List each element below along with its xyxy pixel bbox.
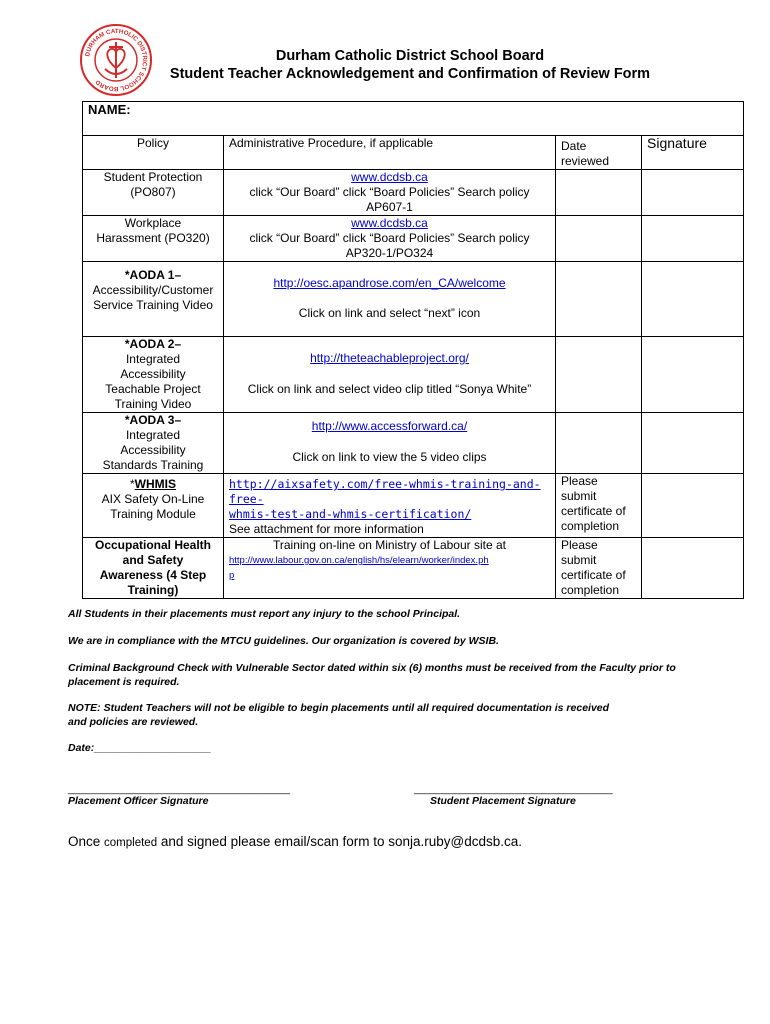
date-reviewed-cell[interactable]	[556, 170, 642, 216]
procedure-code: AP320-1/PO324	[345, 246, 434, 260]
eligibility-note	[68, 701, 738, 729]
signature-header: Signature	[642, 136, 744, 170]
mtcu-note: We are in compliance with the MTCU guidelines. Our organization is covered by WSIB.	[68, 635, 499, 647]
instruction-text: Click on link and select video clip titled “Sonya White”	[247, 382, 532, 396]
footer-text: completed	[104, 837, 158, 849]
policy-title	[88, 477, 218, 492]
school-board-logo	[78, 22, 154, 98]
date-note-line: completion	[561, 519, 620, 533]
date-note-line: submit	[561, 553, 597, 567]
signature-cell[interactable]	[642, 170, 744, 216]
document-title: Durham Catholic District School Board	[275, 48, 545, 64]
table-row	[83, 262, 744, 337]
date-reviewed-header	[556, 136, 642, 170]
note-line: placement is required.	[68, 676, 180, 688]
instruction-text: click “Our Board” click “Board Policies” Search policy	[249, 231, 530, 245]
student-signature-label: Student Placement Signature	[430, 795, 576, 807]
signature-cell[interactable]	[642, 538, 744, 599]
policy-title: *AODA 2–	[124, 337, 182, 351]
policy-cell	[83, 262, 224, 337]
labour-link[interactable]	[229, 553, 550, 583]
policy-cell	[83, 413, 224, 474]
procedure-cell	[224, 170, 556, 216]
policy-line: Training Module	[110, 507, 196, 521]
policy-cell	[83, 538, 224, 599]
name-label: NAME:	[88, 102, 131, 117]
officer-signature-label: Placement Officer Signature	[68, 795, 209, 807]
header-row	[83, 136, 744, 170]
note-line: and policies are reviewed.	[68, 716, 199, 728]
instruction-text: See attachment for more information	[229, 522, 424, 536]
date-header-line: reviewed	[561, 154, 610, 168]
note-line: Criminal Background Check with Vulnerable Sector dated within six (6) months must be received from the Faculty prior to	[68, 662, 676, 674]
procedure-header: Administrative Procedure, if applicable	[224, 136, 556, 170]
officer-signature-line[interactable]: ______________________________________	[68, 783, 290, 795]
policy-line: Service Training Video	[93, 298, 213, 312]
whmis-link[interactable]	[229, 477, 550, 522]
date-reviewed-cell[interactable]	[556, 337, 642, 413]
aoda3-link[interactable]: http://www.accessforward.ca/	[311, 419, 468, 433]
whmis-title: WHMIS	[134, 477, 176, 491]
policy-title: Training)	[127, 583, 179, 597]
date-note-line: completion	[561, 583, 620, 597]
policy-line: Integrated	[125, 352, 181, 366]
policy-header: Policy	[83, 136, 224, 170]
signature-cell[interactable]	[642, 216, 744, 262]
policy-line: Accessibility	[120, 443, 186, 457]
submission-instructions	[68, 834, 522, 849]
note-line: NOTE: Student Teachers will not be eligible to begin placements until all required documentation is received	[68, 702, 610, 714]
procedure-cell	[224, 413, 556, 474]
policy-cell	[83, 170, 224, 216]
svg-text:DURHAM CATHOLIC DISTRICT SCHOO: DURHAM CATHOLIC DISTRICT SCHOOL BOARD	[84, 27, 149, 93]
policy-cell	[83, 474, 224, 538]
date-note-line: certificate of	[561, 504, 626, 518]
date-note-line: submit	[561, 489, 597, 503]
student-signature-line[interactable]: __________________________________	[414, 783, 613, 795]
policy-title: *AODA 1–	[124, 268, 182, 282]
date-reviewed-cell[interactable]	[556, 538, 642, 599]
policy-line: Workplace	[124, 216, 182, 230]
procedure-cell	[224, 538, 556, 599]
policy-line: Training Video	[114, 397, 192, 411]
policy-line: Integrated	[125, 428, 181, 442]
instruction-text: Click on link and select “next” icon	[298, 306, 481, 320]
procedure-cell	[224, 337, 556, 413]
policy-line: AIX Safety On-Line	[101, 492, 205, 506]
injury-note: All Students in their placements must report any injury to the school Principal.	[68, 608, 461, 620]
review-table	[82, 101, 744, 599]
criminal-check-note	[68, 661, 738, 689]
date-reviewed-cell[interactable]	[556, 262, 642, 337]
signature-cell[interactable]	[642, 262, 744, 337]
name-field[interactable]	[83, 102, 744, 136]
dcdsb-link[interactable]: www.dcdsb.ca	[351, 216, 428, 230]
policy-line: (PO807)	[130, 185, 176, 199]
procedure-cell	[224, 262, 556, 337]
date-note-line: certificate of	[561, 568, 626, 582]
table-row	[83, 538, 744, 599]
date-reviewed-cell[interactable]	[556, 216, 642, 262]
date-note-line: Please	[561, 538, 598, 552]
table-row	[83, 474, 744, 538]
name-row	[83, 102, 744, 136]
date-header-line: Date	[561, 139, 587, 153]
aoda1-link[interactable]: http://oesc.apandrose.com/en_CA/welcome	[273, 276, 506, 290]
policy-line: Student Protection	[103, 170, 203, 184]
signature-cell[interactable]	[642, 337, 744, 413]
table-row	[83, 170, 744, 216]
labour-link-line: http://www.labour.gov.on.ca/english/hs/elearn/worker/index.ph	[229, 555, 489, 566]
procedure-cell	[224, 216, 556, 262]
instruction-text: Training on-line on Ministry of Labour site at	[272, 538, 506, 552]
date-reviewed-cell[interactable]	[556, 474, 642, 538]
policy-title: Awareness (4 Step	[99, 568, 207, 582]
policy-cell	[83, 337, 224, 413]
whmis-link-line: whmis-test-and-whmis-certification/	[229, 507, 472, 521]
date-field[interactable]: Date:____________________	[68, 742, 212, 754]
policy-title: and Safety	[122, 553, 184, 567]
aoda2-link[interactable]: http://theteachableproject.org/	[310, 351, 469, 365]
policy-title: Occupational Health	[94, 538, 212, 552]
policy-line: Standards Training	[102, 458, 204, 472]
policy-cell	[83, 216, 224, 262]
instruction-text: Click on link to view the 5 video clips	[292, 450, 487, 464]
policy-star: *	[130, 477, 135, 491]
policy-line: Harassment (PO320)	[96, 231, 210, 245]
table-row	[83, 216, 744, 262]
signature-cell[interactable]	[642, 413, 744, 474]
dcdsb-link[interactable]: www.dcdsb.ca	[351, 170, 428, 184]
instruction-text: click “Our Board” click “Board Policies” Search policy	[249, 185, 530, 199]
table-row	[83, 413, 744, 474]
procedure-cell	[224, 474, 556, 538]
whmis-link-line: http://aixsafety.com/free-whmis-training-and-free-	[229, 477, 541, 506]
signature-cell[interactable]	[642, 474, 744, 538]
policy-title: *AODA 3–	[124, 413, 182, 427]
policy-line: Accessibility/Customer	[92, 283, 214, 297]
footer-text: and signed please email/scan form to sonja.ruby@dcdsb.ca.	[157, 834, 522, 849]
table-row	[83, 337, 744, 413]
date-note-line: Please	[561, 474, 598, 488]
labour-link-line: p	[229, 570, 235, 581]
policy-line: Teachable Project	[105, 382, 201, 396]
policy-line: Accessibility	[120, 367, 186, 381]
document-subtitle: Student Teacher Acknowledgement and Confirmation of Review Form	[169, 66, 651, 82]
date-reviewed-cell[interactable]	[556, 413, 642, 474]
procedure-code: AP607-1	[366, 200, 413, 214]
footer-text: Once	[68, 834, 105, 849]
